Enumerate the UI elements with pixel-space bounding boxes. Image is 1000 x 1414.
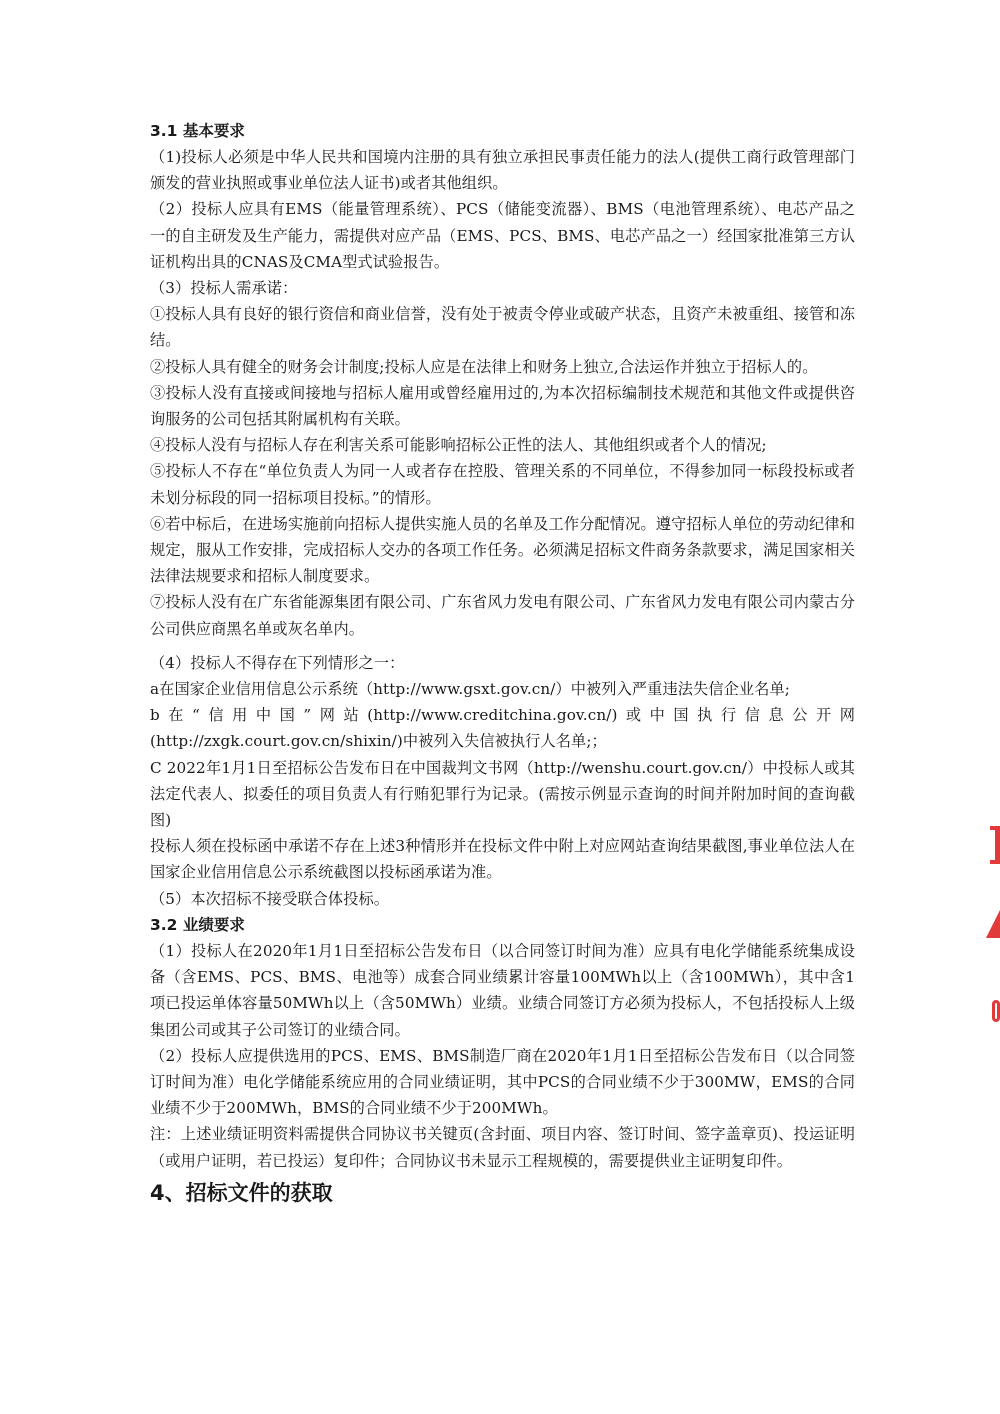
- paragraph-requirement-2: （2）投标人应具有EMS（能量管理系统）、PCS（储能变流器）、BMS（电池管理系统）、电芯产品之一的自主研发及生产能力，需提供对应产品（EMS、PCS、BMS、电芯产品之一）经国家批准第三方认证机构出具的CNAS及CMA型式试验报告。: [150, 200, 855, 271]
- section-heading-basic-requirements: 3.1 基本要求: [150, 122, 245, 140]
- document-page: [150, 118, 855, 1210]
- exclusion-note: 投标人须在投标函中承诺不存在上述3种情形并在投标文件中附上对应网站查询结果截图,事业单位法人在国家企业信用信息公示系统截图以投标函承诺为准。: [150, 837, 855, 882]
- commitment-item-1: ①投标人具有良好的银行资信和商业信誉，没有处于被责令停业或破产状态，且资产未被重组、接管和冻结。: [150, 305, 855, 350]
- exclusion-item-a: a在国家企业信用信息公示系统（http://www.gsxt.gov.cn/）中被列入严重违法失信企业名单;: [150, 680, 790, 699]
- commitment-item-3: ③投标人没有直接或间接地与招标人雇用或曾经雇用过的,为本次招标编制技术规范和其他文件或提供咨询服务的公司包括其附属机构有关联。: [150, 383, 855, 429]
- seal-fragment-top: [990, 826, 1000, 864]
- exclusion-item-c: C 2022年1月1日至招标公告发布日在中国裁判文书网（http://wenshu.court.gov.cn/）中投标人或其法定代表人、拟委任的项目负责人有行贿犯罪行为记录。(需按示例显示查询的时间并附加时间的查询截图): [150, 758, 855, 830]
- exclusion-item-b: b在“信用中国”网站(http://www.creditchina.gov.cn/)或中国执行信息公开网(http://zxgk.court.gov.cn/shixin/)中被列入失信被执行人名单;；: [150, 706, 855, 751]
- commitment-item-5: ⑤投标人不存在“单位负责人为同一人或者存在控股、管理关系的不同单位，不得参加同一标段投标或者未划分标段的同一招标项目投标。”的情形。: [150, 462, 855, 507]
- section-heading-obtaining-documents: 4、招标文件的获取: [150, 1180, 333, 1205]
- section-heading-performance-requirements: 3.2 业绩要求: [150, 915, 245, 934]
- performance-item-2: （2）投标人应提供选用的PCS、EMS、BMS制造厂商在2020年1月1日至招标公告发布日（以合同签订时间为准）电化学储能系统应用的合同业绩证明，其中PCS的合同业绩不少于300MW，EMS的合同业绩不少于200MWh，BMS的合同业绩不少于200MWh。: [150, 1046, 856, 1118]
- paragraph-requirement-1: （1)投标人必须是中华人民共和国境内注册的具有独立承担民事责任能力的法人(提供工商行政管理部门颁发的营业执照或事业单位法人证书)或者其他组织。: [150, 148, 855, 193]
- paragraph-requirement-4-title: （4）投标人不得存在下列情形之一：: [150, 653, 405, 672]
- commitment-item-6: ⑥若中标后，在进场实施前向招标人提供实施人员的名单及工作分配情况。遵守招标人单位的劳动纪律和规定，服从工作安排，完成招标人交办的各项工作任务。必须满足招标文件商务条款要求，满足国家相关法律法规要求和招标人制度要求。: [150, 514, 855, 586]
- seal-fragment-bottom: [992, 1000, 1000, 1022]
- performance-item-1: （1）投标人在2020年1月1日至招标公告发布日（以合同签订时间为准）应具有电化学储能系统集成设备（含EMS、PCS、BMS、电池等）成套合同业绩累计容量100MWh以上（含100MWh），其中含1项已投运单体容量50MWh以上（含50MWh）业绩。业绩合同签订方必须为投标人，不包括投标人上级集团公司或其子公司签订的业绩合同。: [150, 941, 855, 1039]
- performance-note: 注：上述业绩证明资料需提供合同协议书关键页(含封面、项目内容、签订时间、签字盖章页)、投运证明（或用户证明，若已投运）复印件；合同协议书未显示工程规模的，需要提供业主证明复印件。: [150, 1125, 855, 1170]
- paragraph-requirement-3-title: （3）投标人需承诺：: [150, 279, 298, 298]
- commitment-item-7: ⑦投标人没有在广东省能源集团有限公司、广东省风力发电有限公司、广东省风力发电有限公司内蒙古分公司供应商黑名单或灰名单内。: [150, 593, 855, 638]
- commitment-item-2: ②投标人具有健全的财务会计制度;投标人应是在法律上和财务上独立,合法运作并独立于招标人的。: [150, 357, 818, 376]
- seal-fragment-middle: [986, 906, 1000, 942]
- commitment-item-4: ④投标人没有与招标人存在利害关系可能影响招标公正性的法人、其他组织或者个人的情况;: [150, 436, 767, 455]
- paragraph-requirement-5: （5）本次招标不接受联合体投标。: [150, 889, 390, 908]
